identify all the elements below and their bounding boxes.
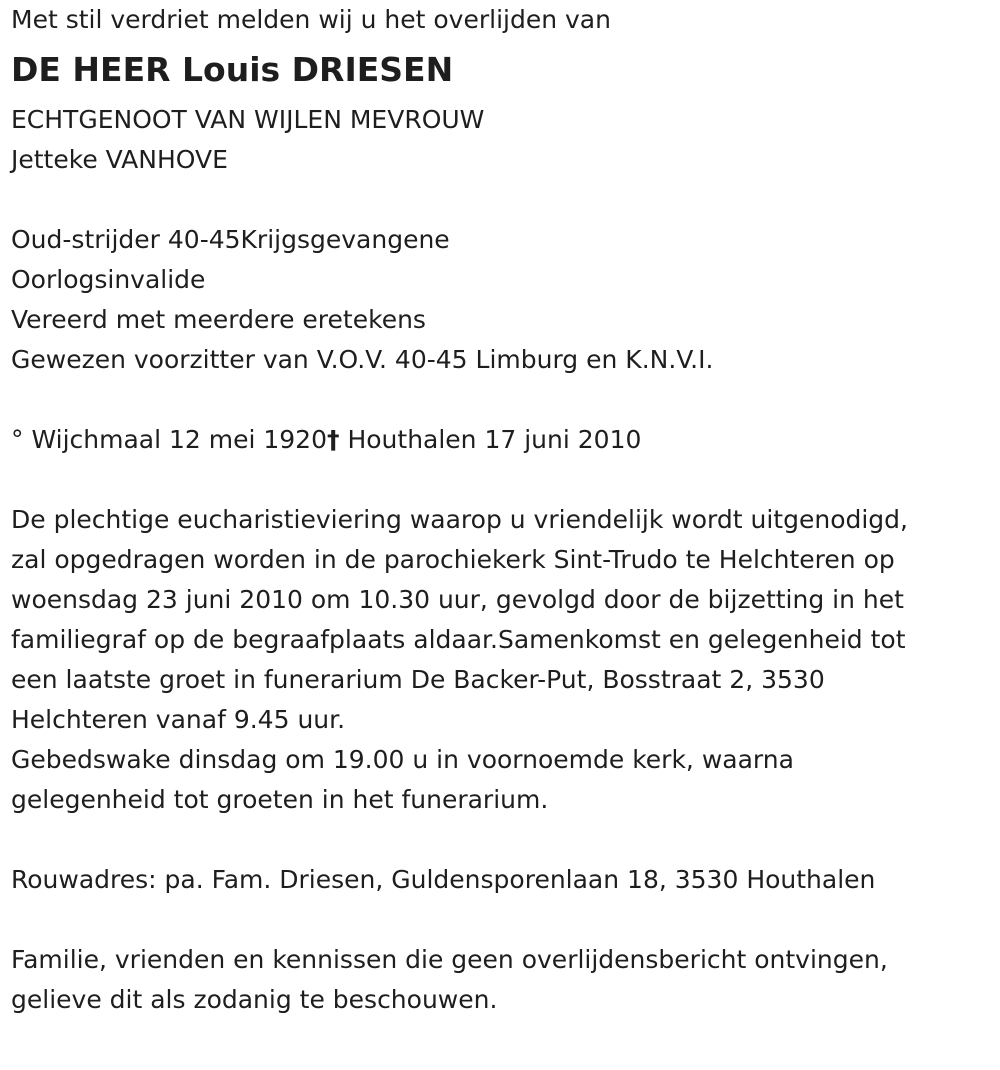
death-notice	[11, 0, 991, 1020]
honor-line: Oorlogsinvalide	[11, 265, 206, 294]
honor-line: Vereerd met meerdere eretekens	[11, 305, 426, 334]
ceremony-line: Helchteren vanaf 9.45 uur.	[11, 705, 346, 734]
ceremony-line: familiegraf op de begraafplaats aldaar.Samenkomst en gelegenheid tot	[11, 625, 906, 654]
ceremony-line: woensdag 23 juni 2010 om 10.30 uur, gevolgd door de bijzetting in het	[11, 585, 904, 614]
mourning-address: Rouwadres: pa. Fam. Driesen, Guldensporenlaan 18, 3530 Houthalen	[11, 865, 876, 894]
intro-text: Met stil verdriet melden wij u het overlijden van	[11, 5, 611, 34]
deceased-name: DE HEER Louis DRIESEN	[11, 50, 454, 89]
honor-line: Oud-strijder 40-45Krijgsgevangene	[11, 225, 450, 254]
closing-line: Familie, vrienden en kennissen die geen overlijdensbericht ontvingen,	[11, 945, 888, 974]
spouse-line-2: Jetteke VANHOVE	[11, 145, 228, 174]
ceremony-line: De plechtige eucharistieviering waarop u vriendelijk wordt uitgenodigd,	[11, 505, 908, 534]
spacer	[11, 380, 991, 420]
spacer	[11, 180, 991, 220]
closing-line: gelieve dit als zodanig te beschouwen.	[11, 985, 498, 1014]
death-text: Houthalen 17 juni 2010	[339, 425, 642, 454]
life-dates	[11, 420, 991, 460]
ceremony-line: Gebedswake dinsdag om 19.00 u in voornoemde kerk, waarna	[11, 745, 794, 774]
ceremony-line: zal opgedragen worden in de parochiekerk Sint-Trudo te Helchteren op	[11, 545, 895, 574]
spacer	[11, 820, 991, 860]
honor-line: Gewezen voorzitter van V.O.V. 40-45 Limburg en K.N.V.I.	[11, 345, 714, 374]
ceremony-line: een laatste groet in funerarium De Backer-Put, Bosstraat 2, 3530	[11, 665, 825, 694]
birth-text: ° Wijchmaal 12 mei 1920	[11, 425, 327, 454]
spacer	[11, 460, 991, 500]
cross-icon: †	[327, 425, 340, 454]
ceremony-line: gelegenheid tot groeten in het funerarium.	[11, 785, 549, 814]
spouse-line-1: ECHTGENOOT VAN WIJLEN MEVROUW	[11, 105, 485, 134]
spacer	[11, 900, 991, 940]
